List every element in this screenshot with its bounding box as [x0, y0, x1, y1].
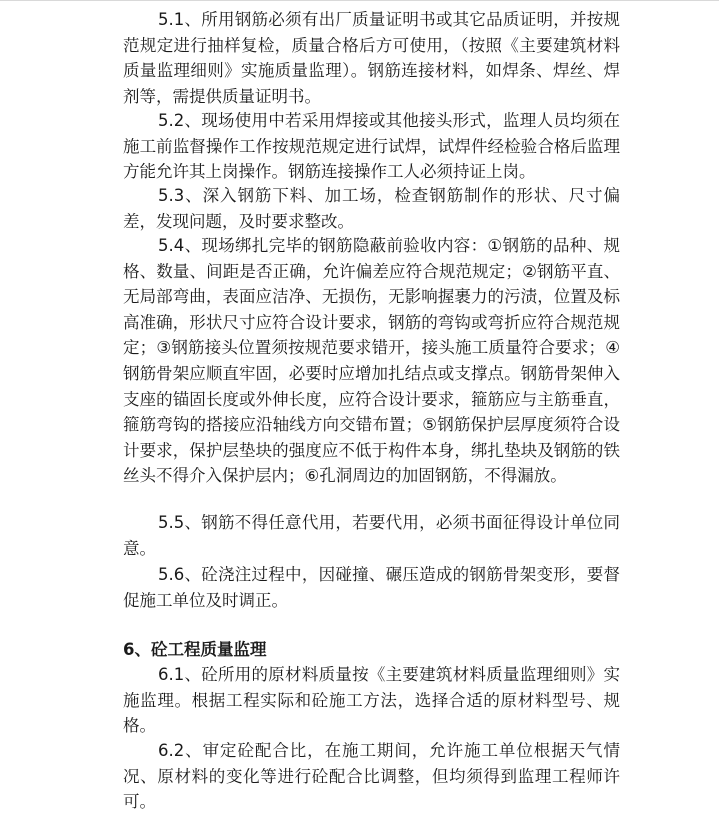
paragraph-6-1: 6.1、砼所用的原材料质量按《主要建筑材料质量监理细则》实施监理。根据工程实际和砼施工方法，选择合适的原材料型号、规格。: [123, 665, 620, 736]
paragraph-6-2: 6.2、审定砼配合比，在施工期间，允许施工单位根据天气情况、原材料的变化等进行砼配合比调整，但均须得到监理工程师许可。: [123, 741, 620, 812]
page-top-divider: [0, 0, 719, 1]
paragraph-5-4: 5.4、现场绑扎完毕的钢筋隐蔽前验收内容：①钢筋的品种、规格、数量、间距是否正确，允许偏差应符合规范规定；②钢筋平直、无局部弯曲，表面应洁净、无损伤，无影响握裹力的污渍，位置及标高准确，形状尺寸应符合设计要求，钢筋的弯钩或弯折应符合规范规定；③钢筋接头位置须按规范要求错开，接头施工质量符合要求；④钢筋骨架应顺直牢固，必要时应增加扎结点或支撑点。钢筋骨架伸入支座的锚固长度或外伸长度，应符合设计要求，箍筋应与主筋垂直，箍筋弯钩的搭接应沿轴线方向交错布置；⑤钢筋保护层厚度须符合设计要求，保护层垫块的强度应不低于构件本身，绑扎垫块及钢筋的铁丝头不得介入保护层内；⑥孔洞周边的加固钢筋，不得漏放。: [123, 236, 620, 486]
paragraph-5-5: 5.5、钢筋不得任意代用，若要代用，必须书面征得设计单位同意。: [123, 513, 620, 558]
paragraph-5-2: 5.2、现场使用中若采用焊接或其他接头形式，监理人员均须在施工前监督操作工作按规范规定进行试焊，试焊件经检验合格后监理方能允许其上岗操作。钢筋连接操作工人必须持证上岗。: [123, 111, 620, 182]
section-heading: 6、砼工程质量监理: [123, 640, 267, 659]
paragraph-5-6: 5.6、砼浇注过程中，因碰撞、碾压造成的钢筋骨架变形，要督促施工单位及时调正。: [123, 565, 620, 610]
paragraph-5-1: 5.1、所用钢筋必须有出厂质量证明书或其它品质证明，并按规范规定进行抽样复检，质量合格后方可使用，（按照《主要建筑材料质量监理细则》实施质量监理）。钢筋连接材料，如焊条、焊丝、焊剂等，需提供质量证明书。: [123, 10, 620, 106]
paragraph-5-3: 5.3、深入钢筋下料、加工场，检查钢筋制作的形状、尺寸偏差，发现问题，及时要求整改。: [123, 186, 620, 231]
